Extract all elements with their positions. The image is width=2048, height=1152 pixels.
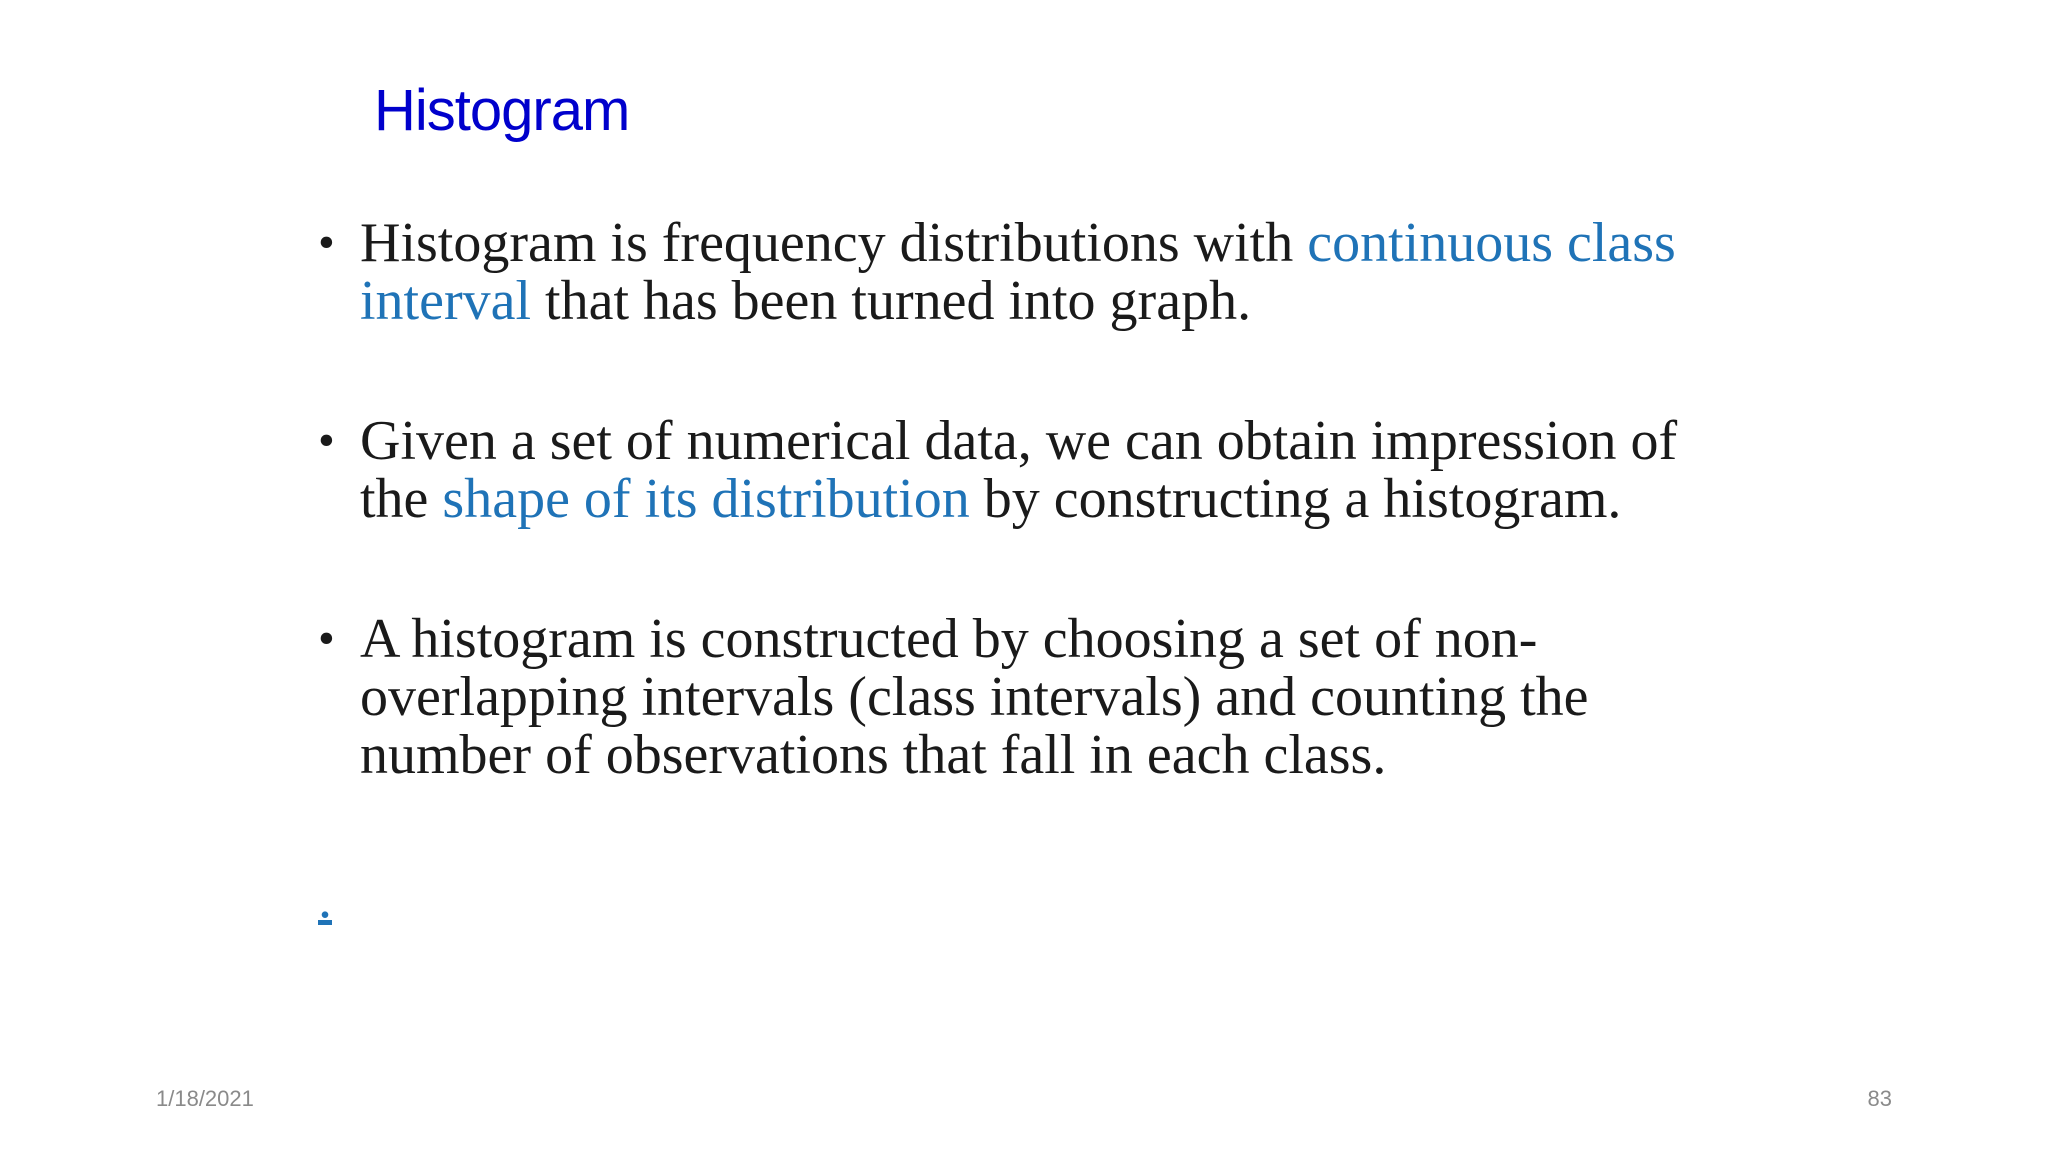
bullet-marker: • bbox=[318, 216, 335, 269]
bullet-item bbox=[318, 214, 1718, 330]
bullet-text: Histogram is frequency distributions with bbox=[360, 212, 1308, 274]
trailing-link[interactable]: . bbox=[318, 868, 332, 930]
bullet-item bbox=[318, 610, 1718, 784]
bullet-text: that has been turned into graph. bbox=[531, 270, 1252, 332]
slide-page-number: 83 bbox=[1867, 1086, 1892, 1111]
highlighted-term: shape of its distribution bbox=[442, 468, 970, 530]
highlighted-term: continuous class interval bbox=[360, 212, 1676, 332]
bullet-text: by constructing a histogram. bbox=[969, 468, 1622, 530]
bullet-item bbox=[318, 412, 1718, 528]
bullet-text: A histogram is constructed by choosing a set of non-overlapping intervals (class intervals) and counting the number of observations that fall in each class. bbox=[360, 608, 1589, 786]
bullet-marker: • bbox=[318, 612, 335, 665]
bullet-text: Given a set of numerical data, we can obtain impression of the bbox=[360, 410, 1678, 530]
bullet-list bbox=[318, 214, 1718, 784]
slide-date: 1/18/2021 bbox=[156, 1086, 254, 1111]
slide-title: Histogram bbox=[374, 78, 630, 143]
bullet-marker: • bbox=[318, 414, 335, 467]
